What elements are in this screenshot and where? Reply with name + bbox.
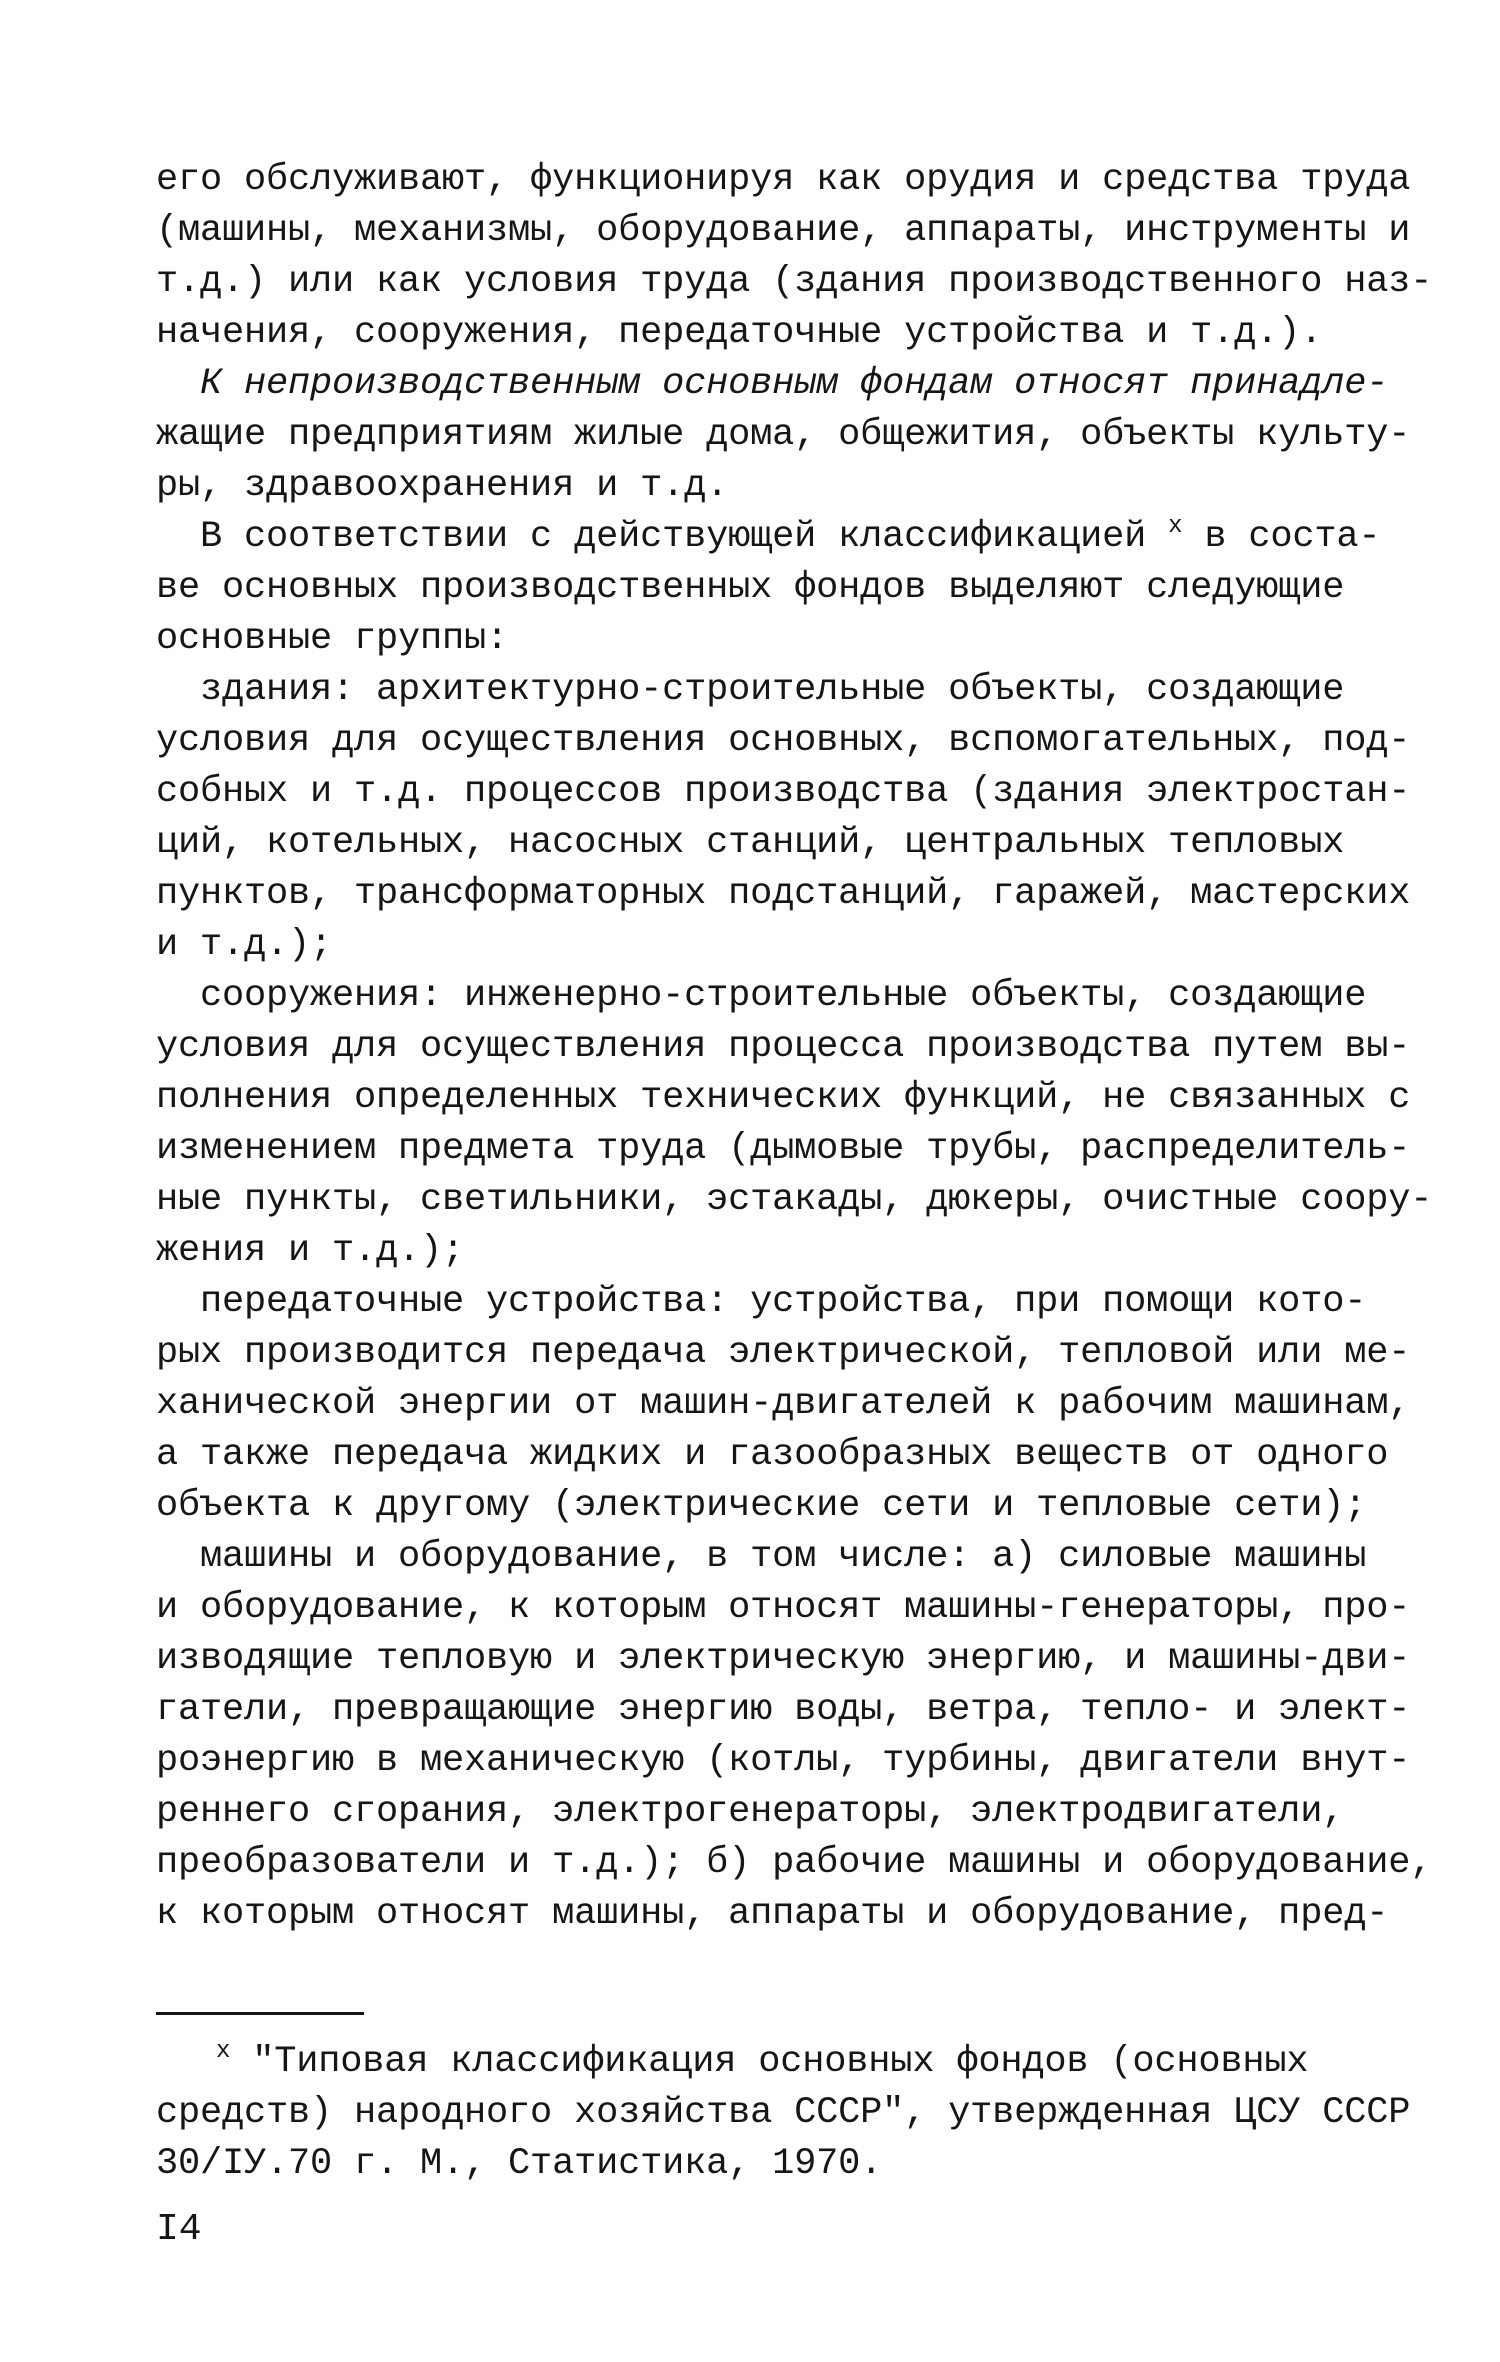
footnote-marker: x — [216, 2038, 231, 2065]
paragraph-4-line-6: и т.д.); — [156, 924, 333, 966]
paragraph-2-line-3: ры, здравоохранения и т.д. — [156, 465, 729, 507]
paragraph-7-line-8: к которым относят машины, аппараты и оборудование, пред- — [156, 1893, 1389, 1935]
paragraph-4-line-5: пунктов, трансформаторных подстанций, гаражей, мастерских — [156, 873, 1411, 915]
paragraph-3-line-3: основные группы: — [156, 618, 509, 660]
footnote-line-1 — [216, 2038, 1356, 2090]
paragraph-6-line-1: передаточные устройства: устройства, при помощи кото- — [156, 1281, 1367, 1323]
paragraph-3-line-2: ве основных производственных фондов выделяют следующие — [156, 567, 1345, 609]
footnote-separator — [156, 2012, 364, 2015]
paragraph-2-line-1: К непроизводственным основным фондам относят принадле- — [156, 363, 1389, 405]
paragraph-3-line-1-end: в соста- — [1182, 516, 1381, 558]
paragraph-5-line-3: полнения определенных технических функций, не связанных с — [156, 1077, 1411, 1119]
paragraph-1-line-3: т.д.) или как условия труда (здания производственного наз- — [156, 261, 1433, 303]
paragraph-6-line-4: а также передача жидких и газообразных веществ от одного — [156, 1434, 1389, 1476]
paragraph-1-line-2: (машины, механизмы, оборудование, аппараты, инструменты и — [156, 210, 1411, 252]
paragraph-6-line-2: рых производится передача электрической, тепловой или ме- — [156, 1332, 1411, 1374]
paragraph-5-line-6: жения и т.д.); — [156, 1230, 465, 1272]
paragraph-7-line-7: преобразователи и т.д.); б) рабочие машины и оборудование, — [156, 1842, 1433, 1884]
paragraph-7-line-2: и оборудование, к которым относят машины-генераторы, про- — [156, 1587, 1411, 1629]
footnote-line-1-text: "Типовая классификация основных фондов (основных — [230, 2041, 1309, 2083]
paragraph-3-line-1 — [156, 513, 1381, 565]
paragraph-1-line-1: его обслуживают, функционируя как орудия и средства труда — [156, 159, 1411, 201]
paragraph-5-line-1: сооружения: инженерно-строительные объекты, создающие — [156, 975, 1367, 1017]
paragraph-5-line-2: условия для осуществления процесса производства путем вы- — [156, 1026, 1411, 1068]
paragraph-7-line-1: машины и оборудование, в том числе: а) силовые машины — [156, 1536, 1367, 1578]
paragraph-7-line-3: изводящие тепловую и электрическую энергию, и машины-дви- — [156, 1638, 1411, 1680]
paragraph-6-line-3: ханической энергии от машин-двигателей к рабочим машинам, — [156, 1383, 1411, 1425]
footnote-line-2: средств) народного хозяйства СССР", утвержденная ЦСУ СССР — [156, 2092, 1411, 2134]
paragraph-4-line-4: ций, котельных, насосных станций, центральных тепловых — [156, 822, 1345, 864]
paragraph-6-line-5: объекта к другому (электрические сети и тепловые сети); — [156, 1485, 1367, 1527]
footnote-reference-marker: x — [1168, 513, 1183, 540]
paragraph-3-line-1-start: В соответствии с действующей классификацией — [156, 516, 1169, 558]
paragraph-4-line-2: условия для осуществления основных, вспомогательных, под- — [156, 720, 1411, 762]
paragraph-5-line-4: изменением предмета труда (дымовые трубы, распределитель- — [156, 1128, 1411, 1170]
footnote-line-3: 30/IУ.70 г. М., Статистика, 1970. — [156, 2143, 883, 2185]
paragraph-7-line-6: реннего сгорания, электрогенераторы, электродвигатели, — [156, 1791, 1345, 1833]
paragraph-5-line-5: ные пункты, светильники, эстакады, дюкеры, очистные соору- — [156, 1179, 1433, 1221]
paragraph-7-line-5: роэнергию в механическую (котлы, турбины, двигатели внут- — [156, 1740, 1411, 1782]
paragraph-4-line-1: здания: архитектурно-строительные объекты, создающие — [156, 669, 1345, 711]
paragraph-1-line-4: начения, сооружения, передаточные устройства и т.д.). — [156, 312, 1323, 354]
paragraph-7-line-4: гатели, превращающие энергию воды, ветра, тепло- и элект- — [156, 1689, 1411, 1731]
paragraph-2-line-2: жащие предприятиям жилые дома, общежития, объекты культу- — [156, 414, 1411, 456]
page-number: I4 — [156, 2208, 202, 2251]
paragraph-4-line-3: собных и т.д. процессов производства (здания электростан- — [156, 771, 1411, 813]
